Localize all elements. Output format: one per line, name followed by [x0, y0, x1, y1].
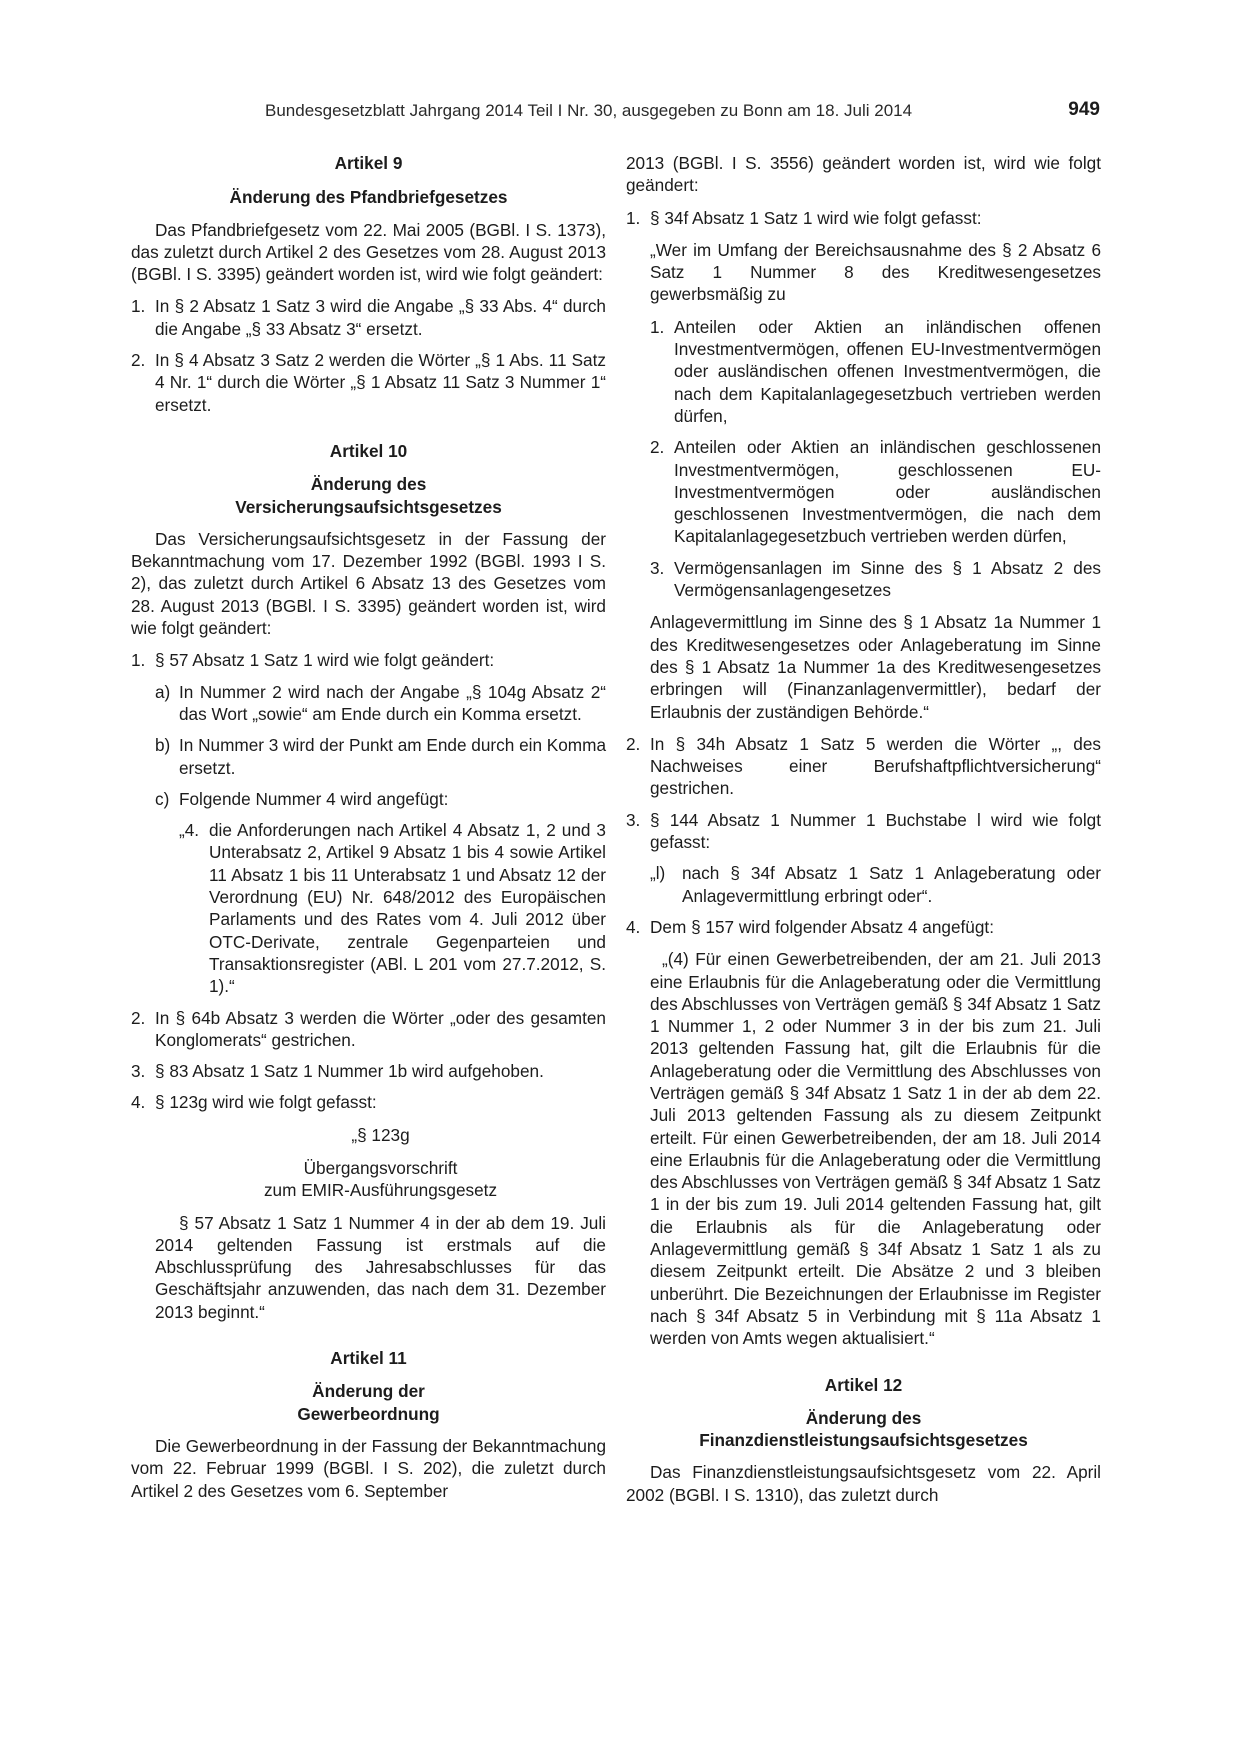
article-11-intro-continued: 2013 (BGBl. I S. 3556) geändert worden ist, wird wie folgt geändert:	[626, 153, 1101, 196]
list-item	[131, 1060, 606, 1082]
item-text: § 123g wird wie folgt gefasst:	[155, 1092, 377, 1113]
article-12-heading: Artikel 12	[824, 1374, 903, 1395]
item-text: In Nummer 3 wird der Punkt am Ende durch ein Komma ersetzt.	[179, 735, 607, 778]
item-number: 1.	[131, 650, 146, 671]
list-item	[131, 1007, 606, 1052]
list-item	[131, 1091, 606, 1113]
list-item	[179, 819, 606, 997]
item-text: Vermögensanlagen im Sinne des § 1 Absatz 2 des Vermögensanlagengesetzes	[674, 557, 1101, 601]
item-text: nach § 34f Absatz 1 Satz 1 Anlageberatung oder Anlagevermittlung erbringt oder“.	[682, 863, 1101, 906]
article-11-title-line2: Gewerbeordnung	[297, 1403, 440, 1424]
article-9-intro: Das Pfandbriefgesetz vom 22. Mai 2005 (BGBl. I S. 1373), das zuletzt durch Artikel 2 des Gesetzes vom 28. August 2013 (BGBl. I S. 3395) geändert worden ist, wird wie folgt geändert:	[131, 219, 606, 285]
item-text: § 83 Absatz 1 Satz 1 Nummer 1b wird aufgehoben.	[155, 1061, 544, 1082]
article-9-title: Änderung des Pfandbriefgesetzes	[229, 187, 508, 208]
list-item	[626, 809, 1101, 854]
item-text: Dem § 157 wird folgender Absatz 4 angefügt:	[650, 916, 994, 937]
item-text: In § 64b Absatz 3 werden die Wörter „oder des gesamten Konglomerats“ gestrichen.	[155, 1007, 606, 1050]
article-12-intro: Das Finanzdienstleistungsaufsichtsgesetz vom 22. April 2002 (BGBl. I S. 1310), das zuletzt durch	[626, 1462, 1101, 1505]
left-column	[131, 152, 606, 1502]
quoted-paragraph-text: „(4) Für einen Gewerbetreibenden, der am 21. Juli 2013 eine Erlaubnis für die Anlageberatung oder die Vermittlung des Abschlusses von Verträgen gemäß § 34f Absatz 1 Satz 1 Nummer 1, 2 oder Nummer 3 in der bis zum 21. Juli 2013 geltenden Fassung hat, gilt die Erlaubnis für die Anlageberatung oder die Vermittlung des Abschlusses von Verträgen gemäß § 34f Absatz 1 Satz 1 in der ab dem 22. Juli 2013 geltenden Fassung als zu diesem Zeitpunkt erteilt. Für einen Gewerbetreibenden, der am 18. Juli 2014 eine Erlaubnis für die Anlageberatung oder die Vermittlung des Abschlusses von Verträgen gemäß § 34f Absatz 1 Satz 1 in der bis zum 19. Juli 2014 geltenden Fassung hat, gilt die Erlaubnis als für die Anlageberatung oder Anlagevermittlung gemäß § 34f Absatz 1 Satz 1 als zu diesem Zeitpunkt erteilt. Die Absätze 2 und 3 bleiben unberührt. Die Bezeichnungen der Erlaubnisse im Register nach § 34f Absatz 5 in Verbindung mit § 11a Absatz 1 werden von Amts wegen aktualisiert.“	[650, 949, 1101, 1349]
list-item	[131, 295, 606, 340]
page-header	[265, 99, 1100, 125]
article-12-title-line2: Finanzdienstleistungsaufsichtsgesetzes	[699, 1430, 1028, 1451]
item-text: § 144 Absatz 1 Nummer 1 Buchstabe l wird wie folgt gefasst:	[650, 809, 1101, 853]
item-number: 1.	[650, 316, 665, 337]
item-text: In § 4 Absatz 3 Satz 2 werden die Wörter „§ 1 Abs. 11 Satz 4 Nr. 1“ durch die Wörter „§ 1 Absatz 11 Satz 3 Nummer 1“ ersetzt.	[155, 350, 606, 415]
article-9-heading: Artikel 9	[334, 153, 403, 173]
article-11-intro: Die Gewerbeordnung in der Fassung der Bekanntmachung vom 22. Februar 1999 (BGBl. I S. 202), die zuletzt durch Artikel 2 des Gesetzes vom 6. September	[131, 1435, 606, 1501]
list-item	[650, 862, 1101, 907]
item-text: die Anforderungen nach Artikel 4 Absatz 1, 2 und 3 Unterabsatz 2, Artikel 9 Absatz 1 bis 4 sowie Artikel 11 Absatz 1 bis 11 Unterabsatz 1 und Absatz 12 der Verordnung (EU) Nr. 648/2012 des Europäischen Parlaments und des Rates vom 4. Juli 2012 über OTC-Derivate, zentrale Gegenparteien und Transaktionsregister (ABl. L 201 vom 27.7.2012, S. 1).“	[209, 820, 606, 997]
article-10-intro: Das Versicherungsaufsichtsgesetz in der Fassung der Bekanntmachung vom 17. Dezember 1992 (BGBl. 1993 I S. 2), das zuletzt durch Artikel 6 Absatz 13 des Gesetzes vom 28. August 2013 (BGBl. I S. 3395) geändert worden ist, wird wie folgt geändert:	[131, 528, 606, 639]
list-item	[626, 916, 1101, 938]
item-text: In Nummer 2 wird nach der Angabe „§ 104g Absatz 2“ das Wort „sowie“ am Ende durch ein Komma ersetzt.	[179, 681, 606, 724]
quoted-paragraph-text: § 57 Absatz 1 Satz 1 Nummer 4 in der ab dem 19. Juli 2014 geltenden Fassung ist erstmals auf die Abschlussprüfung des Jahresabschlusses für das Geschäftsjahr anzuwenden, das nach dem 31. Dezember 2013 beginnt.“	[155, 1212, 606, 1322]
item-number: 2.	[131, 350, 146, 371]
list-item	[650, 557, 1101, 602]
item-text: § 34f Absatz 1 Satz 1 wird wie folgt gefasst:	[650, 207, 982, 228]
list-item	[626, 207, 1101, 229]
item-number: 2.	[131, 1007, 146, 1028]
item-number: 3.	[131, 1061, 146, 1082]
list-item	[155, 734, 606, 779]
article-10-title-line1: Änderung des	[310, 474, 427, 495]
list-item	[650, 436, 1101, 547]
item-text: In § 2 Absatz 1 Satz 3 wird die Angabe „§ 33 Abs. 4“ durch die Angabe „§ 33 Absatz 3“ ersetzt.	[155, 296, 606, 339]
article-11-heading: Artikel 11	[330, 1348, 407, 1369]
page-number: 949	[1068, 99, 1100, 120]
item-letter: c)	[155, 788, 170, 809]
item-number: 3.	[626, 809, 641, 830]
item-text: Anteilen oder Aktien an inländischen offenen Investmentvermögen, offenen EU-Investmentvermögen oder ausländischen offenen Investmentvermögen, die nach dem Kapitalanlagegesetzbuch vertrieben werden dürfen,	[674, 316, 1101, 426]
right-column	[626, 152, 1101, 1506]
article-10-title-line2: Versicherungsaufsichtsgesetzes	[235, 496, 502, 517]
list-item	[650, 316, 1101, 427]
item-number: 2.	[650, 437, 665, 458]
quoted-paragraph-title-line2: zum EMIR-Ausführungsgesetz	[263, 1180, 498, 1201]
article-11-title-line1: Änderung der	[312, 1381, 425, 1402]
item-number: 3.	[650, 557, 665, 578]
quoted-paragraph-block	[155, 1124, 606, 1323]
list-item	[626, 733, 1101, 800]
item-text: In § 34h Absatz 1 Satz 5 werden die Wörter „, des Nachweises einer Berufshaftpflichtversicherung“ gestrichen.	[650, 733, 1101, 799]
item-number: 1.	[626, 207, 641, 228]
item-number: 2.	[626, 733, 641, 754]
item-letter: a)	[155, 681, 171, 702]
item-letter: „l)	[650, 863, 666, 884]
list-item	[131, 349, 606, 416]
item-number: 4.	[131, 1092, 146, 1113]
list-item	[155, 681, 606, 726]
item-text: Folgende Nummer 4 wird angefügt:	[179, 788, 449, 809]
item-text: Anteilen oder Aktien an inländischen geschlossenen Investmentvermögen, geschlossenen EU-Investmentvermögen oder ausländischen geschlossenen Investmentvermögen, die nach dem Kapitalanlagegesetzbuch vertrieben werden dürfen,	[674, 437, 1101, 547]
item-number: 1.	[131, 296, 146, 317]
quoted-paragraph-number: „§ 123g	[351, 1124, 410, 1145]
quoted-text: „Wer im Umfang der Bereichsausnahme des § 2 Absatz 6 Satz 1 Nummer 8 des Kreditwesengesetzes gewerbsmäßig zu	[650, 239, 1101, 305]
item-number: „4.	[179, 820, 200, 841]
article-10-heading: Artikel 10	[329, 440, 408, 461]
item-number: 4.	[626, 916, 641, 937]
item-text: § 57 Absatz 1 Satz 1 wird wie folgt geändert:	[155, 650, 495, 671]
list-item	[155, 788, 606, 810]
quoted-paragraph-title-line1: Übergangsvorschrift	[303, 1157, 458, 1178]
running-title: Bundesgesetzblatt Jahrgang 2014 Teil I Nr. 30, ausgegeben zu Bonn am 18. Juli 2014	[265, 101, 913, 120]
article-12-title-line1: Änderung des	[805, 1407, 922, 1428]
quoted-text: Anlagevermittlung im Sinne des § 1 Absatz 1a Nummer 1 des Kreditwesengesetzes oder Anlageberatung im Sinne des § 1 Absatz 1a Nummer 1a des Kreditwesengesetzes erbringen will (Finanzanlagenvermittler), bedarf der Erlaubnis der zuständigen Behörde.“	[650, 612, 1101, 722]
item-letter: b)	[155, 735, 171, 756]
list-item	[131, 649, 606, 671]
